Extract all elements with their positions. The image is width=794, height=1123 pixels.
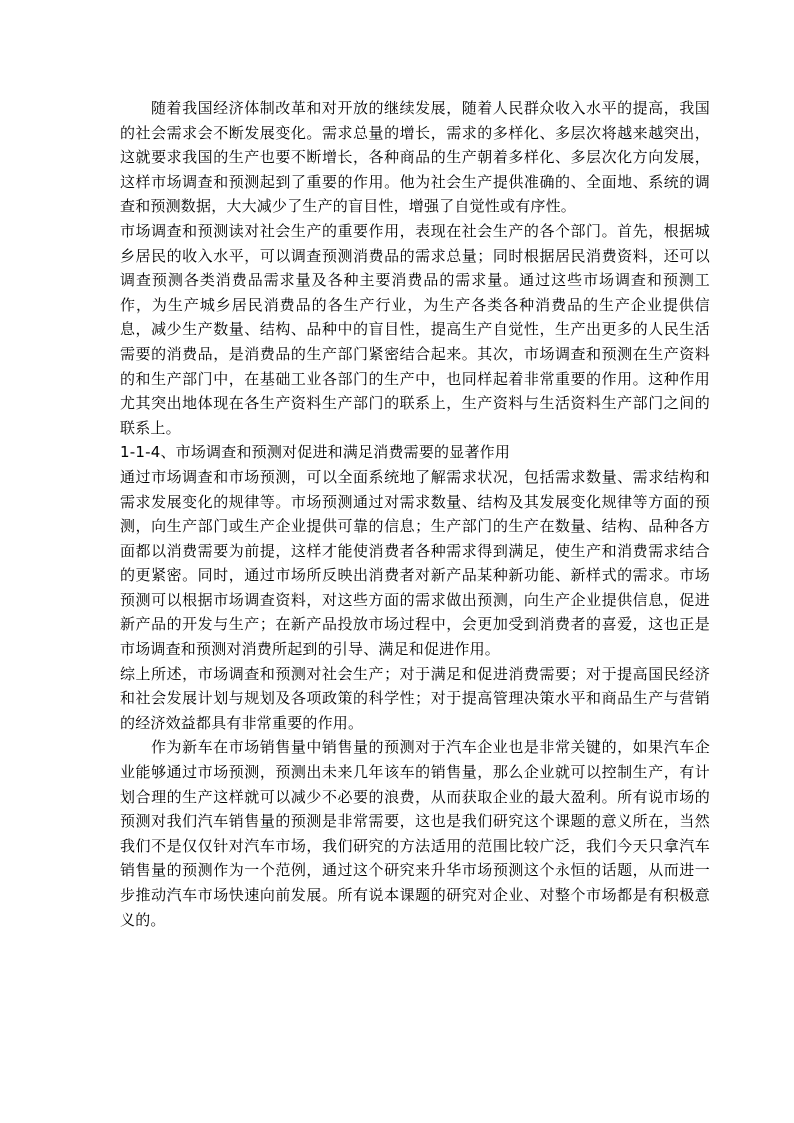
paragraph-intro: 随着我国经济体制改革和对开放的继续发展，随着人民群众收入水平的提高，我国的社会需求会不断发展变化。需求总量的增长，需求的多样化、多层次将越来越突出，这就要求我国的生产也要不断增长，各种商品的生产朝着多样化、多层次化方向发展，这样市场调查和预测起到了重要的作用。他为社会生产提供准确的、全面地、系统的调查和预测数据，大大减少了生产的盲目性，增强了自觉性或有序性。: [120, 99, 710, 216]
paragraph-summary: 综上所述，市场调查和预测对社会生产；对于满足和促进消费需要；对于提高国民经济和社会发展计划与规划及各项政策的科学性；对于提高管理决策水平和商品生产与营销的经济效益都具有非常重要的作用。: [120, 664, 710, 732]
document-page: [120, 96, 710, 932]
paragraph-auto-sales: 作为新车在市场销售量中销售量的预测对于汽车企业也是非常关键的，如果汽车企业能够通过市场预测，预测出未来几年该车的销售量，那么企业就可以控制生产，有计划合理的生产这样就可以减少不必要的浪费，从而获取企业的最大盈利。所有说市场的预测对我们汽车销售量的预测是非常需要，这也是我们研究这个课题的意义所在，当然我们不是仅仅针对汽车市场，我们研究的方法适用的范围比较广泛，我们今天只拿汽车销售量的预测作为一个范例，通过这个研究来升华市场预测这个永恒的话题，从而进一步推动汽车市场快速向前发展。所有说本课题的研究对企业、对整个市场都是有积极意义的。: [120, 738, 710, 929]
section-heading: 1-1-4、市场调查和预测对促进和满足消费需要的显著作用: [120, 443, 511, 462]
paragraph-production-role: 市场调查和预测读对社会生产的重要作用，表现在社会生产的各个部门。首先，根据城乡居民的收入水平，可以调查预测消费品的需求总量；同时根据居民消费资料，还可以调查预测各类消费品需求量及各种主要消费品的需求量。通过这些市场调查和预测工作，为生产城乡居民消费品的各生产行业，为生产各类各种消费品的生产企业提供信息，减少生产数量、结构、品种中的盲目性，提高生产自觉性，生产出更多的人民生活需要的消费品，是消费品的生产部门紧密结合起来。其次，市场调查和预测在生产资料的和生产部门中，在基础工业各部门的生产中，也同样起着非常重要的作用。这种作用尤其突出地体现在各生产资料生产部门的联系上，生产资料与生活资料生产部门之间的联系上。: [120, 221, 710, 437]
paragraph-consumption-role: 通过市场调查和市场预测，可以全面系统地了解需求状况，包括需求数量、需求结构和需求发展变化的规律等。市场预测通过对需求数量、结构及其发展变化规律等方面的预测，向生产部门或生产企业提供可靠的信息；生产部门的生产在数量、结构、品种各方面都以消费需要为前提，这样才能使消费者各种需求得到满足，使生产和消费需求结合的更紧密。同时，通过市场所反映出消费者对新产品某种新功能、新样式的需求。市场预测可以根据市场调查资料，对这些方面的需求做出预测，向生产企业提供信息，促进新产品的开发与生产；在新产品投放市场过程中，会更加受到消费者的喜爱，这也正是市场调查和预测对消费所起到的引导、满足和促进作用。: [120, 467, 710, 659]
